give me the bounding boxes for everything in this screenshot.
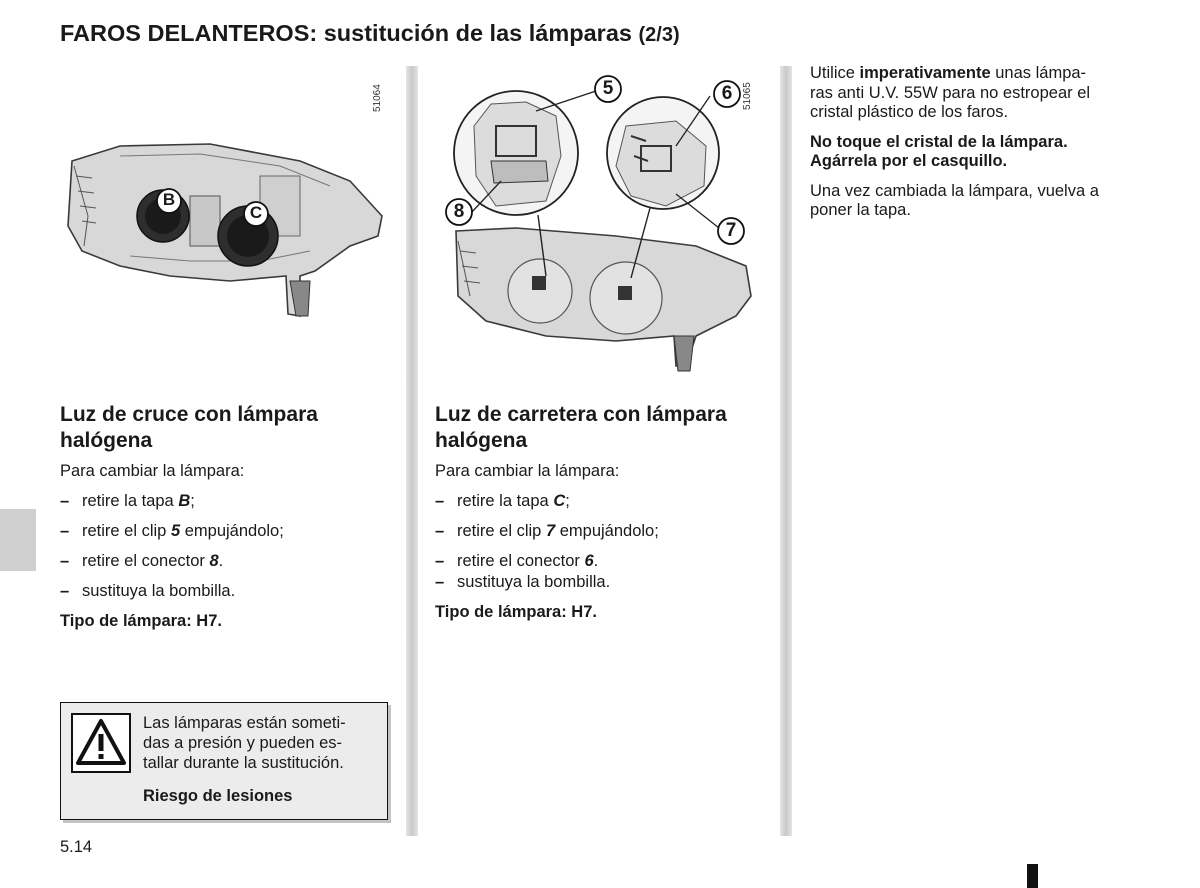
replace-cover-note [810,182,1142,221]
low-beam-intro: Para cambiar la lámpara: [60,462,245,480]
low-beam-heading-line2: halógena [60,429,153,452]
low-beam-lamp-type: Tipo de lámpara: H7. [60,612,222,630]
high-beam-step-2 [435,521,659,541]
high-beam-step-4 [435,572,610,592]
right-column-notes [810,64,1142,231]
step-text: retire el conector [82,552,210,570]
note-text: cristal plástico de los faros. [810,103,1009,121]
step-ref: C [553,492,566,510]
step-ref: 6 [584,552,594,570]
high-beam-lamp-type: Tipo de lámpara: H7. [435,603,597,621]
headlamp-drawing [60,66,390,386]
low-beam-step-2 [60,521,284,541]
note-text: Utilice [810,64,860,82]
uv-lamp-note [810,64,1142,123]
callout-7: 7 [725,220,737,241]
note-text: No toque el cristal de la lámpara. [810,132,1068,151]
headlamp-figure-detail [436,66,772,386]
step-dash: – [60,582,70,600]
headlamp-detail-drawing [436,66,772,386]
warning-line-1: Las lámparas están someti- [143,714,346,732]
warning-triangle-icon [71,713,131,773]
step-text: retire el conector [457,552,585,570]
callout-8: 8 [453,201,465,222]
step-text: retire el clip [457,522,546,540]
title-text: FAROS DELANTEROS: sustitución de las lámparas [60,20,632,46]
low-beam-heading-line1: Luz de cruce con lámpara [60,403,318,426]
step-text: retire la tapa [457,492,554,510]
low-beam-step-4 [60,581,235,601]
step-dash: – [60,552,70,570]
note-text: Agárrela por el casquillo. [810,152,1008,170]
step-dash: – [60,492,70,510]
figure-ref-number: 51064 [372,84,383,112]
low-beam-step-3 [60,551,223,571]
note-text: ras anti U.V. 55W para no estropear el [810,83,1091,102]
step-text-end: empujándolo; [555,522,659,540]
high-beam-heading-line1: Luz de carretera con lámpara [435,403,727,426]
step-dash: – [435,552,445,570]
column-divider-left [406,66,418,836]
column-divider-right [780,66,792,836]
warning-title: Riesgo de lesiones [143,787,293,805]
title-part: (2/3) [638,24,680,46]
note-text: Una vez cambiada la lámpara, vuelva a [810,181,1099,200]
step-text: retire el clip [82,522,171,540]
warning-line-2: das a presión y pueden es- [143,734,343,752]
step-ref: 7 [545,522,556,540]
step-text-end: . [593,552,599,570]
callout-6: 6 [721,83,733,104]
step-dash: – [435,573,445,591]
page-title [60,20,680,47]
step-text: sustituya la bombilla. [457,573,611,591]
callout-b: B [162,190,176,209]
note-text: poner la tapa. [810,201,911,219]
high-beam-step-3 [435,551,598,571]
note-emphasis: imperativamente [859,64,991,82]
step-text-end: . [218,552,224,570]
warning-text [143,713,346,773]
glass-warning-note [810,133,1142,172]
note-text: unas lámpa- [990,64,1087,82]
step-ref: B [178,492,191,510]
callout-c: C [249,203,263,222]
headlamp-figure-rear [60,66,390,386]
step-dash: – [435,492,445,510]
high-beam-heading-line2: halógena [435,429,528,452]
step-text-end: ; [565,492,570,510]
high-beam-step-1 [435,491,570,511]
low-beam-heading [60,402,318,454]
step-dash: – [435,522,445,540]
page-number: 5.14 [60,838,93,856]
step-text: sustituya la bombilla. [82,582,236,600]
step-text: retire la tapa [82,492,179,510]
warning-box [60,702,388,820]
figure-ref-number: 51065 [742,82,753,110]
step-ref: 8 [209,552,219,570]
warning-line-3: tallar durante la sustitución. [143,754,344,772]
high-beam-intro: Para cambiar la lámpara: [435,462,620,480]
step-dash: – [60,522,70,540]
page-edge-marker [1027,864,1038,888]
callout-5: 5 [602,78,614,99]
low-beam-step-1 [60,491,195,511]
step-ref: 5 [170,522,181,540]
step-text-end: empujándolo; [180,522,284,540]
chapter-tab [0,509,36,571]
high-beam-heading [435,402,727,454]
step-text-end: ; [190,492,195,510]
